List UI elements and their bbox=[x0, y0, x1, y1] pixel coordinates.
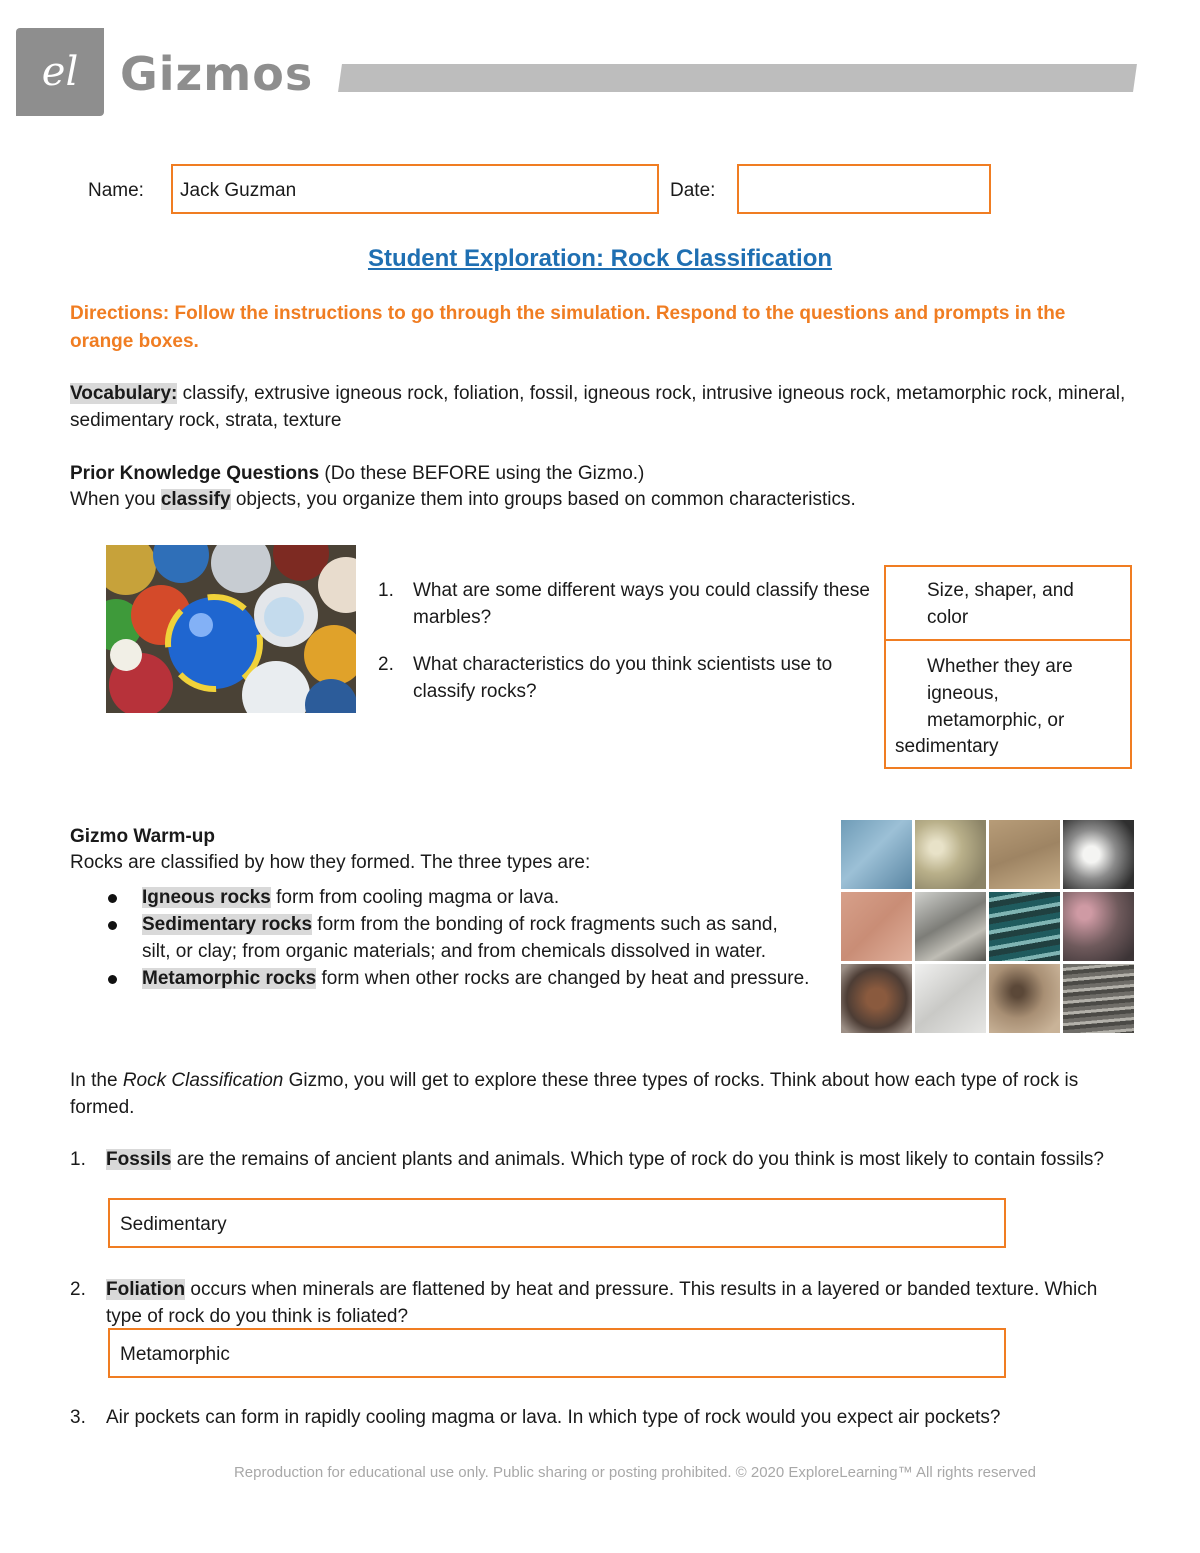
term: Foliation bbox=[106, 1279, 186, 1300]
question-number: 3. bbox=[70, 1407, 86, 1428]
answer-text: Metamorphic bbox=[120, 1344, 230, 1365]
header-bar bbox=[338, 64, 1137, 92]
rock-sample bbox=[841, 964, 912, 1033]
date-field[interactable] bbox=[737, 164, 991, 214]
answer-box-1[interactable] bbox=[884, 565, 1132, 641]
warmup-question-3 bbox=[70, 1404, 1150, 1431]
rock-samples-image bbox=[841, 820, 1133, 1034]
intro-text: When you bbox=[70, 489, 161, 510]
warmup-intro: Rocks are classified by how they formed. The three types are: bbox=[70, 852, 591, 873]
answer-text: Size, shaper, and color bbox=[927, 580, 1074, 628]
page-title: Student Exploration: Rock Classification bbox=[367, 245, 833, 272]
date-label: Date: bbox=[670, 180, 716, 201]
explore-text-end: Gizmo, you will get to explore these three types of rocks. Think about how each type of rock is formed. bbox=[70, 1070, 1079, 1118]
name-value: Jack Guzman bbox=[180, 180, 297, 201]
prior-knowledge-intro bbox=[70, 486, 1140, 513]
prior-knowledge-note: (Do these BEFORE using the Gizmo.) bbox=[319, 463, 645, 484]
answer-text: Sedimentary bbox=[120, 1214, 227, 1235]
bullet-icon bbox=[108, 894, 117, 903]
question-text: occurs when minerals are flattened by heat and pressure. This results in a layered or banded texture. Which type of rock do you think is foliated? bbox=[106, 1279, 1098, 1327]
rock-sample bbox=[1063, 964, 1134, 1033]
rock-sample bbox=[989, 820, 1060, 889]
question-text: What characteristics do you think scientists use to classify rocks? bbox=[413, 654, 833, 702]
vocabulary bbox=[70, 380, 1140, 434]
answer-box-fossils[interactable] bbox=[108, 1198, 1006, 1248]
answer-box-foliation[interactable] bbox=[108, 1328, 1006, 1378]
term: Fossils bbox=[106, 1149, 172, 1170]
rock-sample bbox=[1063, 892, 1134, 961]
answer-line: sedimentary bbox=[895, 736, 999, 757]
gizmo-name: Rock Classification bbox=[122, 1070, 284, 1091]
definition: form from the bonding of rock fragments such as sand, silt, or clay; from organic materials; and from chemicals dissolved in water. bbox=[142, 914, 778, 962]
term: Igneous rocks bbox=[142, 887, 271, 908]
rock-sample bbox=[915, 820, 986, 889]
question-text: are the remains of ancient plants and animals. Which type of rock do you think is most likely to contain fossils? bbox=[171, 1149, 1104, 1170]
definition: form when other rocks are changed by heat and pressure. bbox=[316, 968, 810, 989]
rock-sample bbox=[841, 820, 912, 889]
rock-types-list bbox=[70, 884, 810, 992]
name-field[interactable] bbox=[171, 164, 659, 214]
term: Metamorphic rocks bbox=[142, 968, 317, 989]
rock-sample bbox=[841, 892, 912, 961]
question-text: What are some different ways you could classify these marbles? bbox=[413, 580, 870, 628]
rock-sample bbox=[1063, 820, 1134, 889]
rock-sample bbox=[989, 964, 1060, 1033]
warmup-question-1 bbox=[70, 1146, 1130, 1173]
explore-paragraph bbox=[70, 1067, 1135, 1121]
answer-box-2[interactable] bbox=[884, 639, 1132, 769]
name-label: Name: bbox=[88, 180, 144, 201]
definition: form from cooling magma or lava. bbox=[270, 887, 560, 908]
list-item bbox=[70, 911, 810, 965]
rock-sample bbox=[989, 892, 1060, 961]
term: Sedimentary rocks bbox=[142, 914, 313, 935]
answer-line: igneous, bbox=[927, 683, 999, 704]
answer-line: metamorphic, or bbox=[927, 710, 1065, 731]
rock-sample bbox=[915, 892, 986, 961]
list-item bbox=[70, 884, 810, 911]
explore-text: In the bbox=[70, 1070, 123, 1091]
bullet-icon bbox=[108, 921, 117, 930]
intro-text-end: objects, you organize them into groups based on common characteristics. bbox=[230, 489, 856, 510]
footer: Reproduction for educational use only. Public sharing or posting prohibited. © 2020 ExploreLearning™ All rights reserved bbox=[233, 1464, 1037, 1481]
list-item bbox=[70, 965, 810, 992]
rock-sample bbox=[915, 964, 986, 1033]
brand-name: Gizmos bbox=[120, 47, 314, 101]
warmup-heading: Gizmo Warm-up bbox=[70, 826, 215, 847]
warmup-question-2 bbox=[70, 1276, 1130, 1330]
directions: Directions: Follow the instructions to go through the simulation. Respond to the questions and prompts in the orange boxes. bbox=[70, 303, 1066, 352]
question-number: 2. bbox=[378, 654, 394, 675]
question-text: Air pockets can form in rapidly cooling magma or lava. In which type of rock would you expect air pockets? bbox=[106, 1407, 1001, 1428]
question-number: 1. bbox=[378, 580, 394, 601]
marbles-image bbox=[106, 545, 356, 713]
question-number: 2. bbox=[70, 1279, 86, 1300]
prior-question-1 bbox=[378, 577, 878, 631]
prior-question-2 bbox=[378, 651, 878, 705]
classify-term: classify bbox=[160, 489, 231, 510]
explorelearning-logo-icon: el bbox=[41, 49, 79, 95]
vocabulary-label: Vocabulary: bbox=[70, 383, 178, 404]
question-number: 1. bbox=[70, 1149, 86, 1170]
prior-knowledge-title: Prior Knowledge Questions bbox=[70, 463, 320, 484]
answer-line: Whether they are bbox=[927, 656, 1073, 677]
vocabulary-text: classify, extrusive igneous rock, foliation, fossil, igneous rock, intrusive igneous rock, metamorphic rock, mineral, sedimentary rock, strata, texture bbox=[70, 383, 1126, 431]
bullet-icon bbox=[108, 975, 117, 984]
prior-knowledge-heading bbox=[70, 460, 1140, 487]
